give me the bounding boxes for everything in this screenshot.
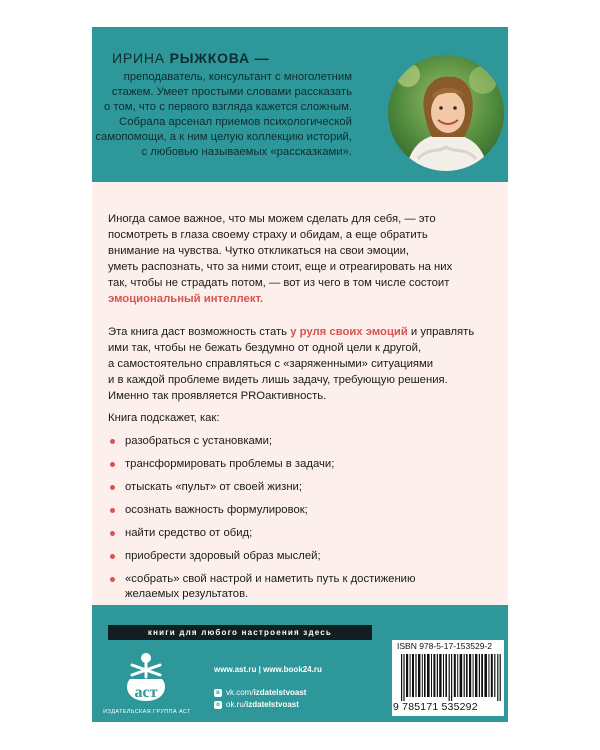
list-intro: Книга подскажет, как: [108,412,220,424]
list-item: осознать важность формулировок; [108,503,500,518]
author-last-name: РЫЖКОВА — [169,50,270,66]
author-first-name: ИРИНА [112,50,165,66]
isbn: ISBN 978-5-17-153529-2 [397,641,492,651]
paragraph-line: ими так, чтобы не бежать бездумно от одной цели к другой, [108,342,422,354]
list-item: «собрать» свой настрой и наметить путь к достижению [108,572,500,587]
paragraph-line: уметь распознать, что за ними стоит, еще и отреагировать на них [108,261,453,273]
author-bio [92,70,352,161]
highlight-emotions-helm: у руля своих эмоций [290,326,408,338]
social-links [214,687,306,711]
author-block [92,27,508,167]
publisher-name: ИЗДАТЕЛЬСКАЯ ГРУППА АСТ [103,709,191,715]
paragraph-line: Иногда самое важное, что мы можем сделать для себя, — это [108,213,436,225]
intro-paragraph [108,211,500,307]
websites: www.ast.ru | www.book24.ru [214,665,322,674]
paragraph-line: так, чтобы не страдать потом, — вот из чего в том числе состоит [108,277,450,289]
bio-line: Собрала арсенал приемов психологической [119,116,352,129]
ok-handle: izdatelstvoast [246,700,299,709]
highlight-emotional-intelligence: эмоциональный интеллект. [108,293,264,305]
paragraph-line [108,324,500,340]
barcode-icon [401,654,501,701]
vk-icon: в [214,689,222,697]
paragraph-line: Именно так проявляется PROактивность. [108,390,327,402]
benefits-list [108,434,500,610]
paragraph-line: а самостоятельно справляться с «заряженными» ситуациями [108,358,434,370]
vk-prefix: vk.com/ [226,688,254,697]
paragraph-line: и в каждой проблеме видеть лишь задачу, требующую решения. [108,374,448,386]
paragraph-line: посмотреть в глаза своему страху и обидам, а еще обратить [108,229,428,241]
ok-icon: о [214,701,222,709]
list-item: найти средство от обид; [108,526,500,541]
paragraph-line: внимание на чувства. Чутко откликаться на свои эмоции, [108,245,410,257]
book-back-cover [92,27,508,722]
paragraph-text: Эта книга даст возможность стать [108,326,291,338]
description-panel [92,182,508,605]
list-item-continuation: желаемых результатов. [125,588,249,600]
barcode-digits: 9 785171 535292 [393,701,478,713]
vk-link[interactable] [214,687,306,699]
author-photo [388,55,504,171]
ok-link[interactable] [214,699,306,711]
author-name [112,50,269,66]
vk-handle: izdatelstvoast [253,688,307,697]
bio-line: стажем. Умеет простыми словами рассказать [111,86,352,99]
list-item: разобраться с установками; [108,434,500,449]
book-purpose-paragraph [108,324,500,404]
bio-line: самопомощи, а к ним целую коллекцию историй, [95,131,352,144]
bio-line: преподаватель, консультант с многолетним [123,71,352,83]
list-item: приобрести здоровый образ мыслей; [108,549,500,564]
footer-tagline: книги для любого настроения здесь [108,625,372,640]
bio-line: с любовью называемых «рассказками». [141,146,352,159]
ok-prefix: ok.ru/ [226,700,247,709]
bio-line: о том, что с первого взгляда кажется сложным. [104,101,352,114]
logo-text: аст [134,684,158,701]
barcode-box [392,640,504,716]
list-item: трансформировать проблемы в задачи; [108,457,500,472]
paragraph-text: и управлять [407,326,475,338]
list-item: отыскать «пульт» от своей жизни; [108,480,500,495]
